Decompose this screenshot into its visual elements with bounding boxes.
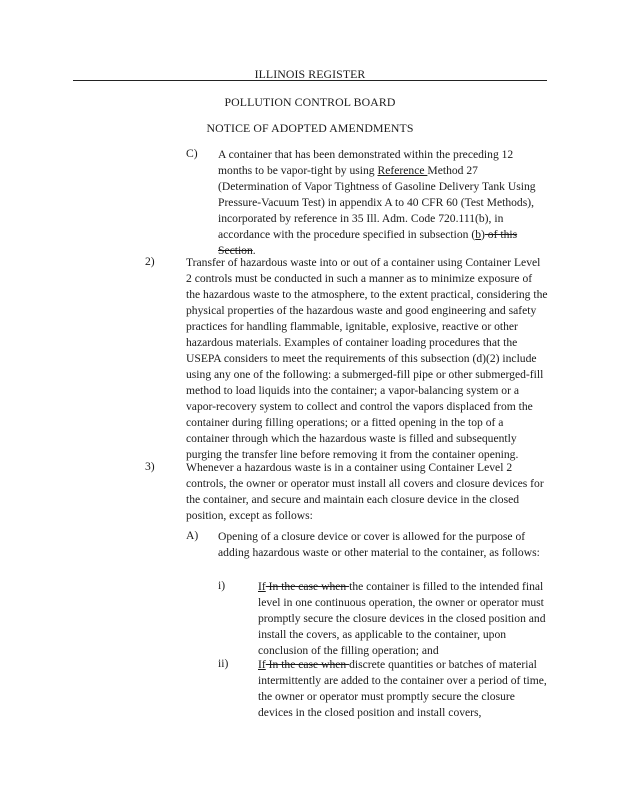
c-inserted-b: b: [475, 228, 482, 241]
c-struck-text: of this Section: [218, 228, 518, 257]
paragraph-c: [218, 147, 548, 259]
c-text-b: Method 27 (Determination of Vapor Tightness of Gasoline Delivery Tank Using Pressure-Vacuum Test) in appendix A to 40 CFR 60 (Test Methods), incorporated by reference in 35 Ill. Adm. Code 720.111(b), in accordance with the procedure specified in subsection (: [218, 164, 536, 241]
label-i: i): [218, 579, 226, 592]
paragraph-a: Opening of a closure device or cover is allowed for the purpose of adding hazardous waste or other material to the container, as follows:: [218, 530, 540, 559]
c-text-c: ): [481, 228, 485, 241]
label-2: 2): [145, 255, 155, 268]
i-text: the container is filled to the intended final level in one continuous operation, the owner or operator must promptly secure the closure devices in the closed position and install the covers, as applicable to the container, upon conclusion of the filling operation; and: [258, 580, 546, 657]
notice-title: NOTICE OF ADOPTED AMENDMENTS: [206, 121, 414, 135]
ii-struck-text: In the case when: [265, 658, 350, 671]
label-a: A): [186, 529, 199, 542]
label-ii: ii): [218, 657, 229, 670]
header-rule: [73, 80, 547, 81]
paragraph-ii: [258, 657, 548, 721]
c-text-d: .: [252, 244, 256, 257]
i-inserted-if: If: [258, 580, 266, 593]
label-3: 3): [145, 460, 155, 473]
paragraph-3: Whenever a hazardous waste is in a container using Container Level 2 controls, the owner or operator must install all covers and closure devices for the container, and secure and maintain each closure device in the closed position, except as follows:: [186, 461, 544, 522]
register-title: ILLINOIS REGISTER: [254, 67, 366, 81]
ii-inserted-if: If: [258, 658, 266, 671]
c-text-a: A container that has been demonstrated within the preceding 12 months to be vapor-tight by using: [218, 148, 514, 177]
c-underlined-reference: Reference: [377, 164, 428, 177]
paragraph-2: Transfer of hazardous waste into or out of a container using Container Level 2 controls must be conducted in such a manner as to minimize exposure of the hazardous waste to the atmosphere, to the extent practical, considering the physical properties of the hazardous waste and good engineering and safety practices for handling flammable, ignitable, explosive, reactive or other hazardous materials. Examples of container loading procedures that the USEPA considers to meet the requirements of this subsection (d)(2) include using any one of the following: a submerged-fill pipe or other submerged-fill method to load liquids into the container; a vapor-balancing system or a vapor-recovery system to collect and control the vapors displaced from the container during filling operations; or a fitted opening in the top of a container through which the hazardous waste is filled and subsequently purging the transfer line before removing it from the container opening.: [186, 256, 548, 461]
board-title: POLLUTION CONTROL BOARD: [224, 95, 396, 109]
i-struck-text: In the case when: [265, 580, 350, 593]
paragraph-i: [258, 579, 548, 659]
ii-text: discrete quantities or batches of material intermittently are added to the container over a period of time, the owner or operator must promptly secure the closure devices in the closed position and install covers,: [258, 658, 547, 719]
label-c: C): [186, 147, 198, 160]
